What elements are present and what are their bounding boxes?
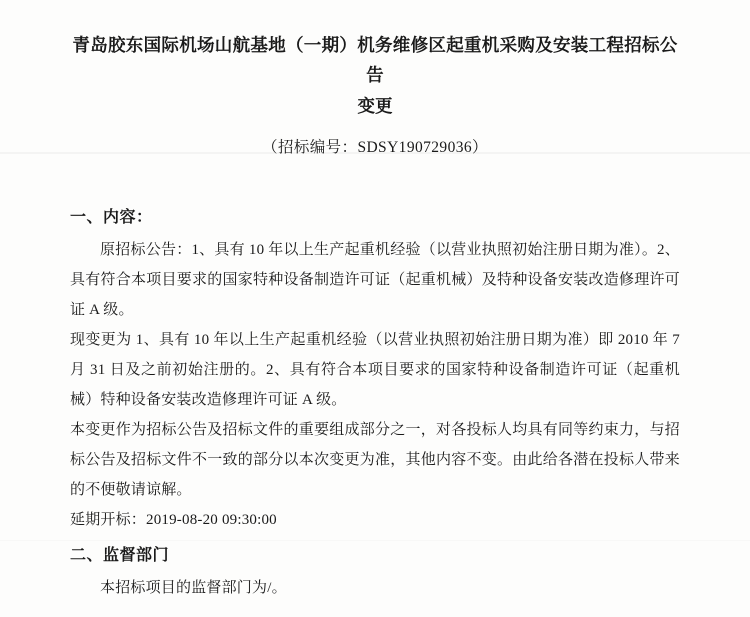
- section-heading-supervision: 二、监督部门: [70, 547, 170, 564]
- paragraph-supervision-department: 本招标项目的监督部门为/。: [100, 580, 287, 596]
- document-bid-number: （招标编号：SDSY190729036）: [262, 139, 488, 156]
- paragraph-postponed-bid-opening: 延期开标：2019-08-20 09:30:00: [70, 512, 277, 528]
- document-title-block: [70, 30, 680, 157]
- paragraph-binding-statement: 本变更作为招标公告及招标文件的重要组成部分之一，对各投标人均具有同等约束力，与招标公告及招标文件不一致的部分以本次变更为准，其他内容不变。由此给各潜在投标人带来的不便敬请谅解。: [70, 422, 680, 498]
- document-title-line-2: 变更: [357, 96, 393, 116]
- paragraph-changed-to: 现变更为 1、具有 10 年以上生产起重机经验（以营业执照初始注册日期为准）即 2010 年 7 月 31 日及之前初始注册的。2、具有符合本项目要求的国家特种设备制造许可证（起重机械）特种设备安装改造修理许可证 A 级。: [70, 332, 680, 408]
- document-title-line-1: 青岛胶东国际机场山航基地（一期）机务维修区起重机采购及安装工程招标公告: [72, 35, 678, 85]
- section-heading-content: 一、内容：: [70, 209, 153, 226]
- paragraph-original-notice: 原招标公告：1、具有 10 年以上生产起重机经验（以营业执照初始注册日期为准）。2、具有符合本项目要求的国家特种设备制造许可证（起重机械）及特种设备安装改造修理许可证 A 级。: [70, 242, 680, 318]
- document-body: [70, 201, 680, 603]
